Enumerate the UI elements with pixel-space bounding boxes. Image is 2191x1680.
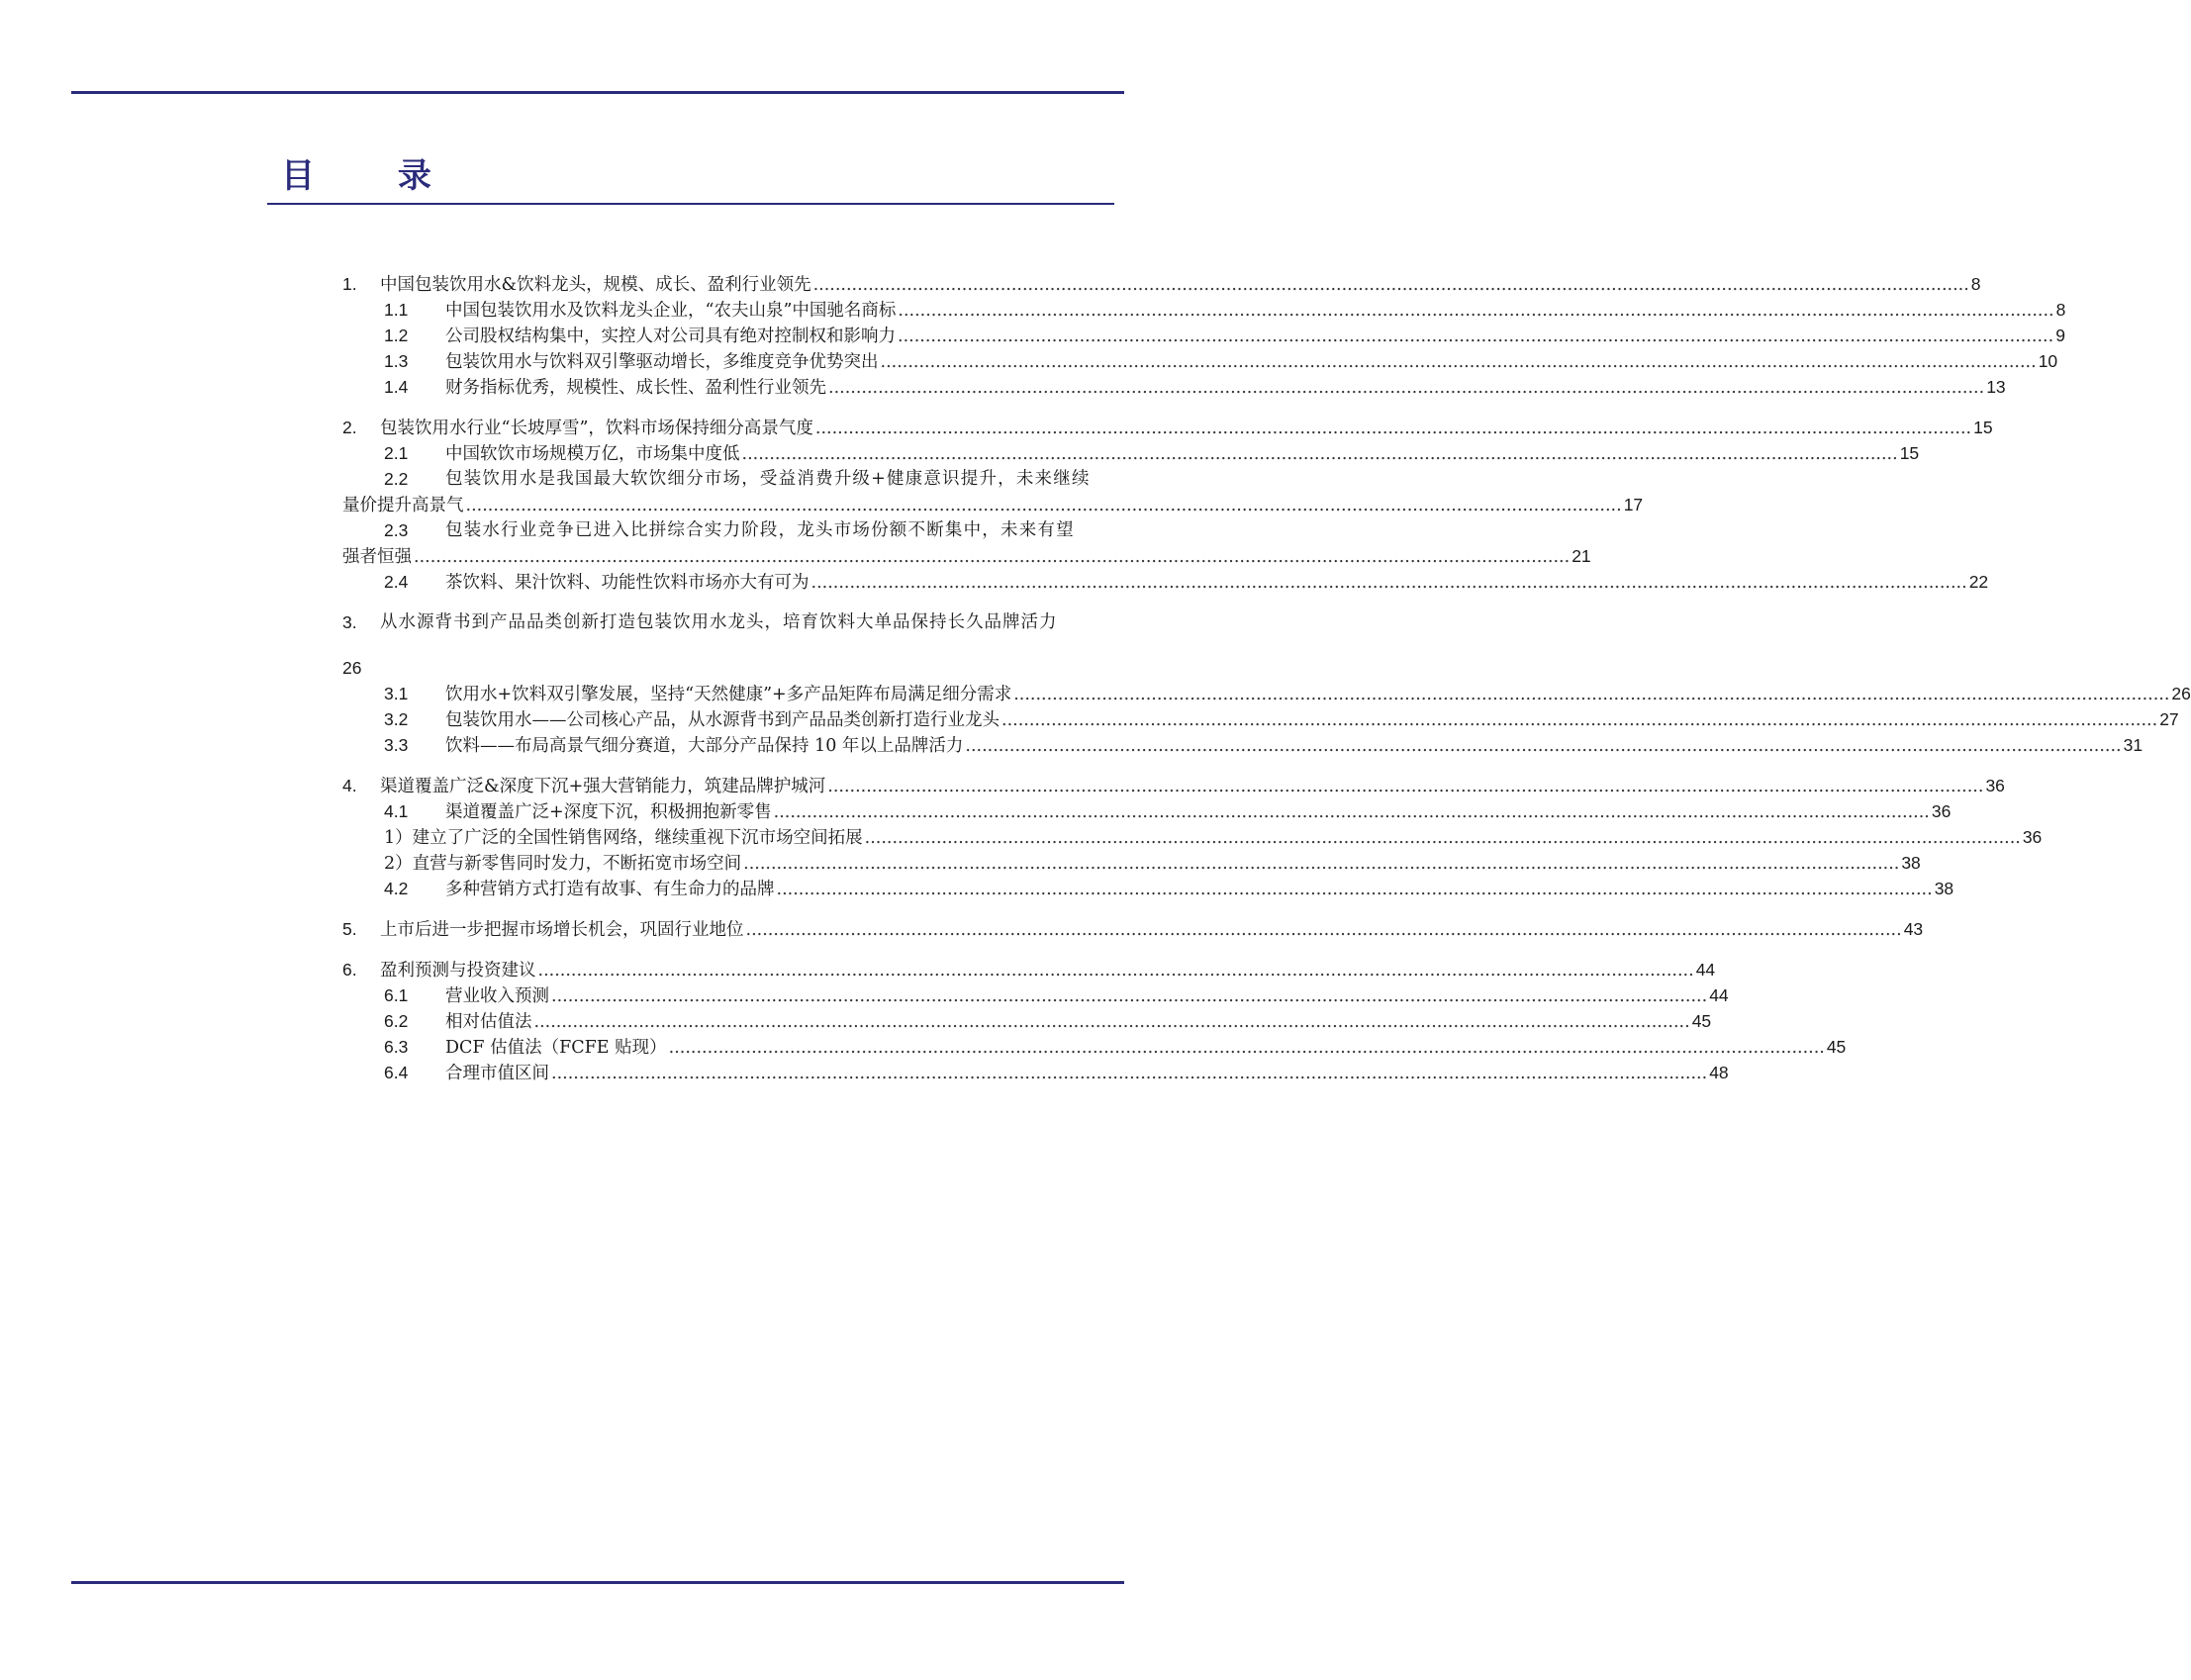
leader-dots bbox=[742, 441, 1898, 467]
leader-dots bbox=[1001, 707, 2157, 733]
toc-page: 21 bbox=[1572, 546, 1591, 566]
toc-page: 36 bbox=[1931, 801, 1952, 821]
toc-text: 中国软饮市场规模万亿，市场集中度低 bbox=[445, 444, 740, 464]
toc-entry-1-1[interactable] bbox=[342, 297, 2066, 323]
leader-dots bbox=[813, 272, 1969, 298]
toc-number: 1.2 bbox=[384, 326, 409, 345]
toc-page: 48 bbox=[1709, 1063, 1729, 1082]
toc-entry-4-1-b[interactable] bbox=[342, 850, 1921, 876]
toc-number: 1. bbox=[342, 274, 357, 294]
toc-text: 多种营销方式打造有故事、有生命力的品牌 bbox=[445, 880, 775, 899]
toc-entry-2-1[interactable] bbox=[342, 440, 1920, 466]
leader-dots bbox=[865, 825, 2021, 851]
leader-dots bbox=[898, 298, 2053, 324]
leader-dots bbox=[777, 877, 1933, 902]
leader-dots bbox=[815, 416, 1971, 441]
toc-entry-5[interactable] bbox=[342, 916, 1924, 942]
toc-page: 27 bbox=[2159, 709, 2179, 729]
toc-text: 财务指标优秀，规模性、成长性、盈利性行业领先 bbox=[445, 378, 826, 398]
toc-number: 3.1 bbox=[384, 684, 409, 703]
toc-number: 3. bbox=[342, 612, 357, 632]
toc-text-continued: 强者恒强 bbox=[342, 547, 412, 567]
toc-page: 8 bbox=[1970, 274, 1981, 294]
table-of-contents bbox=[342, 271, 2191, 1085]
toc-page: 26 bbox=[2171, 684, 2191, 703]
toc-page: 15 bbox=[1899, 443, 1920, 463]
title-underline bbox=[267, 203, 1114, 205]
leader-dots bbox=[828, 375, 1984, 401]
toc-page: 44 bbox=[1695, 960, 1716, 980]
toc-text: 公司股权结构集中，实控人对公司具有绝对控制权和影响力 bbox=[445, 327, 896, 346]
toc-text: 包装饮用水行业“长坡厚雪”，饮料市场保持细分高景气度 bbox=[380, 419, 813, 438]
toc-text: 渠道覆盖广泛+深度下沉，积极拥抱新零售 bbox=[445, 802, 772, 822]
toc-number: 6.4 bbox=[384, 1063, 409, 1082]
toc-page: 22 bbox=[1968, 572, 1989, 592]
toc-entry-4-1-a[interactable] bbox=[342, 824, 2043, 850]
toc-page: 45 bbox=[1826, 1037, 1847, 1057]
toc-number: 2.3 bbox=[384, 520, 409, 540]
toc-page: 38 bbox=[1901, 853, 1921, 873]
toc-number: 1.4 bbox=[384, 377, 409, 397]
leader-dots bbox=[534, 1009, 1690, 1035]
toc-number: 6.3 bbox=[384, 1037, 409, 1057]
toc-text: 中国包装饮用水及饮料龙头企业，“农夫山泉”中国驰名商标 bbox=[445, 301, 897, 321]
toc-entry-1-2[interactable] bbox=[342, 323, 2065, 348]
toc-entry-6-3[interactable] bbox=[342, 1034, 1847, 1060]
toc-entry-6[interactable] bbox=[342, 957, 1716, 982]
leader-dots bbox=[414, 544, 1570, 570]
toc-text: 上市后进一步把握市场增长机会，巩固行业地位 bbox=[380, 920, 744, 940]
toc-entry-3-1[interactable] bbox=[342, 681, 2191, 706]
leader-dots bbox=[669, 1035, 1825, 1061]
toc-number: 6. bbox=[342, 960, 357, 980]
toc-page: 9 bbox=[2055, 326, 2065, 345]
toc-page: 45 bbox=[1691, 1011, 1712, 1031]
toc-text: 从水源背书到产品品类创新打造包装饮用水龙头，培育饮料大单品保持长久品牌活力 bbox=[380, 612, 1058, 632]
toc-page: 31 bbox=[2123, 735, 2143, 755]
toc-page: 8 bbox=[2055, 300, 2066, 320]
toc-number: 2.4 bbox=[384, 572, 409, 592]
leader-dots bbox=[538, 958, 1694, 983]
leader-dots bbox=[965, 733, 2121, 759]
toc-entry-1-4[interactable] bbox=[342, 374, 2006, 400]
leader-dots bbox=[774, 799, 1930, 825]
toc-page: 15 bbox=[1973, 418, 1993, 437]
toc-text: 合理市值区间 bbox=[445, 1064, 549, 1083]
toc-entry-2-2[interactable] bbox=[342, 466, 1644, 517]
toc-entry-4[interactable] bbox=[342, 773, 2005, 798]
toc-number: 1.1 bbox=[384, 300, 409, 320]
toc-text: 包装饮用水与饮料双引擎驱动增长，多维度竞争优势突出 bbox=[445, 352, 879, 372]
toc-page: 43 bbox=[1903, 919, 1924, 939]
leader-dots bbox=[881, 349, 2037, 375]
leader-dots bbox=[898, 324, 2053, 349]
toc-number: 6.2 bbox=[384, 1011, 409, 1031]
toc-entry-6-2[interactable] bbox=[342, 1008, 1712, 1034]
footer-rule bbox=[71, 1581, 1124, 1584]
toc-number: 4.1 bbox=[384, 801, 409, 821]
toc-text: 饮用水+饮料双引擎发展，坚持“天然健康”+多产品矩阵布局满足细分需求 bbox=[445, 685, 1012, 704]
toc-page: 17 bbox=[1623, 495, 1644, 514]
leader-dots bbox=[1013, 682, 2169, 707]
leader-dots bbox=[811, 570, 1967, 596]
leader-dots bbox=[827, 774, 1983, 799]
leader-dots bbox=[466, 493, 1622, 518]
toc-entry-6-1[interactable] bbox=[342, 982, 1729, 1008]
toc-entry-3-2[interactable] bbox=[342, 706, 2179, 732]
toc-entry-2[interactable] bbox=[342, 415, 1993, 440]
toc-entry-4-1[interactable] bbox=[342, 798, 1952, 824]
toc-page: 38 bbox=[1934, 879, 1954, 898]
toc-entry-1-3[interactable] bbox=[342, 348, 2058, 374]
toc-entry-4-2[interactable] bbox=[342, 876, 1954, 901]
toc-text: 饮料——布局高景气细分赛道，大部分产品保持 10 年以上品牌活力 bbox=[445, 736, 964, 756]
page-title: 目 录 bbox=[281, 156, 467, 196]
toc-number: 1.3 bbox=[384, 351, 409, 371]
toc-text: 茶饮料、果汁饮料、功能性饮料市场亦大有可为 bbox=[445, 573, 810, 593]
toc-number: 2.2 bbox=[384, 469, 409, 489]
toc-entry-3[interactable] bbox=[342, 609, 1118, 681]
toc-text: 包装饮用水——公司核心产品，从水源背书到产品品类创新打造行业龙头 bbox=[445, 710, 1000, 730]
toc-entry-2-4[interactable] bbox=[342, 569, 1989, 595]
toc-entry-3-3[interactable] bbox=[342, 732, 2143, 758]
toc-page: 26 bbox=[342, 658, 362, 678]
leader-dots bbox=[551, 983, 1707, 1009]
toc-page: 44 bbox=[1709, 985, 1729, 1005]
toc-number: 4.2 bbox=[384, 879, 409, 898]
toc-number: 3.3 bbox=[384, 735, 409, 755]
toc-text: 渠道覆盖广泛&深度下沉+强大营销能力，筑建品牌护城河 bbox=[380, 777, 826, 796]
toc-text: DCF 估值法（FCFE 贴现） bbox=[445, 1038, 667, 1058]
toc-number: 2. bbox=[342, 418, 357, 437]
toc-entry-6-4[interactable] bbox=[342, 1060, 1729, 1085]
toc-text: 盈利预测与投资建议 bbox=[380, 961, 536, 980]
toc-number: 6.1 bbox=[384, 985, 409, 1005]
toc-number: 2.1 bbox=[384, 443, 409, 463]
toc-number: 5. bbox=[342, 919, 357, 939]
toc-text: 相对估值法 bbox=[445, 1012, 532, 1032]
header-rule bbox=[71, 91, 1124, 94]
toc-text: 中国包装饮用水&饮料龙头，规模、成长、盈利行业领先 bbox=[380, 275, 811, 295]
leader-dots bbox=[743, 851, 1899, 877]
toc-text: 包装水行业竞争已进入比拼综合实力阶段，龙头市场份额不断集中，未来有望 bbox=[445, 520, 1075, 540]
toc-text-continued: 量价提升高景气 bbox=[342, 496, 464, 515]
toc-text: 营业收入预测 bbox=[445, 986, 549, 1006]
leader-dots bbox=[746, 917, 1902, 943]
toc-page: 13 bbox=[1986, 377, 2006, 397]
toc-page: 10 bbox=[2038, 351, 2058, 371]
toc-entry-2-3[interactable] bbox=[342, 517, 1591, 569]
toc-page: 36 bbox=[2022, 827, 2043, 847]
toc-text: 包装饮用水是我国最大软饮细分市场，受益消费升级+健康意识提升，未来继续 bbox=[445, 469, 1091, 489]
leader-dots bbox=[551, 1061, 1707, 1086]
toc-page: 36 bbox=[1985, 776, 2005, 795]
toc-entry-1[interactable] bbox=[342, 271, 1981, 297]
toc-number: 3.2 bbox=[384, 709, 409, 729]
toc-number: 4. bbox=[342, 776, 357, 795]
toc-text: 1）建立了广泛的全国性销售网络，继续重视下沉市场空间拓展 bbox=[384, 828, 863, 848]
toc-text: 2）直营与新零售同时发力，不断拓宽市场空间 bbox=[384, 854, 742, 874]
